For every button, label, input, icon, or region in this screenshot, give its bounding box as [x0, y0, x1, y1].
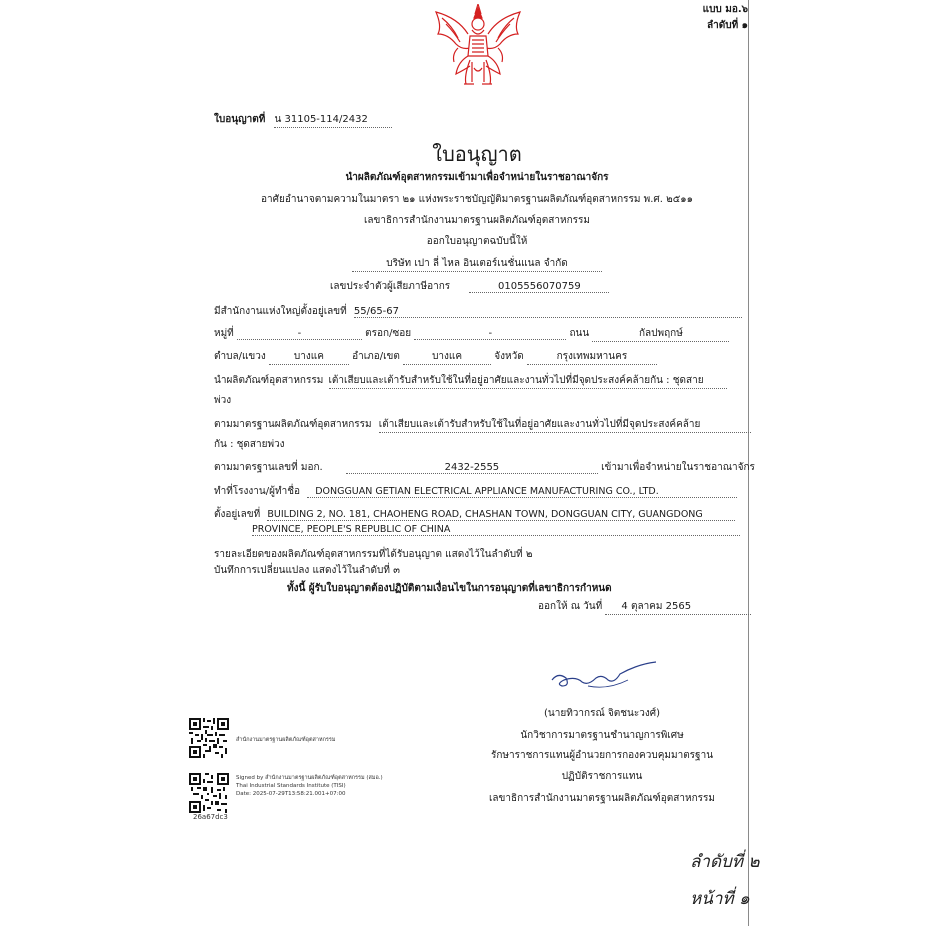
signer-on-behalf: ปฏิบัติราชการแทน [561, 771, 643, 782]
intro-line-1: อาศัยอำนาจตามความในมาตรา ๒๑ แห่งพระราชบัญญัติมาตรฐานผลิตภัณฑ์อุตสาหกรรม พ.ศ. ๒๕๑๑ [261, 194, 693, 205]
handwritten-sequence: ลำดับที่ ๒ [690, 852, 760, 872]
location-label: ตั้งอยู่เลขที่ [214, 509, 261, 520]
road-value: กัลปพฤกษ์ [592, 326, 729, 342]
issue-date-value: 4 ตุลาคม 2565 [605, 599, 751, 615]
province-value: กรุงเทพมหานคร [527, 349, 657, 365]
signed-by-line: Signed by สำนักงานมาตรฐานผลิตภัณฑ์อุตสาหกรรม (สมอ.) [236, 775, 383, 781]
signer-position: นักวิชาการมาตรฐานชำนาญการพิเศษ [520, 730, 684, 741]
qr-code-icon [189, 718, 229, 758]
factory-label: ทำที่โรงงาน/ผู้ทำชื่อ [214, 486, 300, 497]
intro-line-2: เลขาธิการสำนักงานมาตรฐานผลิตภัณฑ์อุตสาหกรรม [364, 215, 590, 226]
company-name: บริษัท เปา ลี่ ไหล อินเตอร์เนชั่นแนล จำกัด [352, 256, 602, 272]
office-row [214, 304, 742, 319]
standard-number-row [214, 460, 755, 475]
moo-value: - [237, 328, 362, 340]
issue-date-row [538, 599, 751, 615]
trok-label: ตรอก/ซอย [365, 328, 412, 339]
garuda-emblem-icon [428, 4, 528, 88]
product-line-2: พ่วง [214, 395, 232, 406]
standard-product-line-2: กัน : ชุดสายพ่วง [214, 439, 285, 450]
address-row-1 [214, 326, 740, 342]
address-row-2 [214, 349, 740, 365]
page-title: ใบอนุญาต [432, 142, 522, 166]
details-line-1: รายละเอียดของผลิตภัณฑ์อุตสาหกรรมที่ได้รับอนุญาต แสดงไว้ในลำดับที่ ๒ [214, 549, 533, 560]
location-line-1: BUILDING 2, NO. 181, CHAOHENG ROAD, CHASHAN TOWN, DONGGUAN CITY, GUANGDONG [267, 509, 735, 521]
signer-office: เลขาธิการสำนักงานมาตรฐานผลิตภัณฑ์อุตสาหกรรม [489, 793, 715, 804]
product-row [214, 373, 727, 389]
tambon-value: บางแค [269, 349, 349, 365]
moo-label: หมู่ที่ [214, 328, 234, 339]
amphoe-label: อำเภอ/เขต [352, 351, 400, 362]
standard-product-row [214, 417, 751, 433]
signer-acting: รักษาราชการแทนผู้อำนวยการกองควบคุมมาตรฐาน [490, 750, 714, 761]
qr-caption: สำนักงานมาตรฐานผลิตภัณฑ์อุตสาหกรรม [236, 737, 336, 743]
license-number-label: ใบอนุญาตที่ [214, 114, 266, 125]
office-label: มีสำนักงานแห่งใหญ่ตั้งอยู่เลขที่ [214, 306, 347, 317]
handwritten-page: หน้าที่ ๑ [690, 889, 750, 909]
license-number-value: น 31105-114/2432 [274, 112, 392, 128]
office-value: 55/65-67 [354, 306, 742, 318]
product-line-1: เต้าเสียบและเต้ารับสำหรับใช้ในที่อยู่อาศัยและงานทั่วไปที่มีจุดประสงค์คล้ายกัน : ชุดสาย [329, 373, 727, 389]
road-label: ถนน [569, 328, 590, 339]
standard-number-label: ตามมาตรฐานเลขที่ มอก. [214, 462, 323, 473]
signature-qr-code-icon [189, 773, 229, 813]
factory-row [214, 484, 737, 499]
tax-id-row [330, 279, 609, 294]
intro-line-3: ออกใบอนุญาตฉบับนี้ให้ [426, 236, 528, 247]
location-row [214, 507, 735, 522]
sequence-number: ลำดับที่ ๑ [706, 20, 748, 31]
condition-text: ทั้งนี้ ผู้รับใบอนุญาตต้องปฏิบัติตามเงื่อนไขในการอนุญาตที่เลขาธิการกำหนด [287, 583, 612, 594]
location-line-2: PROVINCE, PEOPLE'S REPUBLIC OF CHINA [252, 524, 740, 536]
form-number: แบบ มอ.๖ [702, 4, 748, 15]
factory-value: DONGGUAN GETIAN ELECTRICAL APPLIANCE MANUFACTURING CO., LTD. [307, 486, 737, 498]
product-label: นำผลิตภัณฑ์อุตสาหกรรม [214, 375, 324, 386]
signed-org-line: Thai Industrial Standards Institute (TISI) [236, 783, 346, 789]
qr-code-id: 26a67dc3 [193, 813, 228, 821]
signature-image [548, 660, 658, 694]
province-label: จังหวัด [494, 351, 524, 362]
amphoe-value: บางแค [403, 349, 491, 365]
issue-date-label: ออกให้ ณ วันที่ [538, 601, 603, 612]
details-line-2: บันทึกการเปลี่ยนแปลง แสดงไว้ในลำดับที่ ๓ [214, 565, 400, 576]
license-number-row [214, 112, 392, 128]
standard-product-label: ตามมาตรฐานผลิตภัณฑ์อุตสาหกรรม [214, 419, 372, 430]
signed-date-line: Date: 2025-07-29T13:58:21.001+07:00 [236, 791, 346, 797]
trok-value: - [414, 328, 566, 340]
tax-id-label: เลขประจำตัวผู้เสียภาษีอากร [330, 281, 451, 292]
standard-product-line-1: เต้าเสียบและเต้ารับสำหรับใช้ในที่อยู่อาศัยและงานทั่วไปที่มีจุดประสงค์คล้าย [379, 417, 751, 433]
standard-number-suffix: เข้ามาเพื่อจำหน่ายในราชอาณาจักร [601, 462, 755, 473]
standard-number-value: 2432-2555 [346, 462, 598, 474]
tax-id-value: 0105556070759 [469, 281, 609, 293]
signer-name: (นายทิวากรณ์ จิตชนะวงศ์) [543, 708, 660, 719]
tambon-label: ตำบล/แขวง [214, 351, 266, 362]
subtitle: นำผลิตภัณฑ์อุตสาหกรรมเข้ามาเพื่อจำหน่ายในราชอาณาจักร [345, 172, 609, 183]
